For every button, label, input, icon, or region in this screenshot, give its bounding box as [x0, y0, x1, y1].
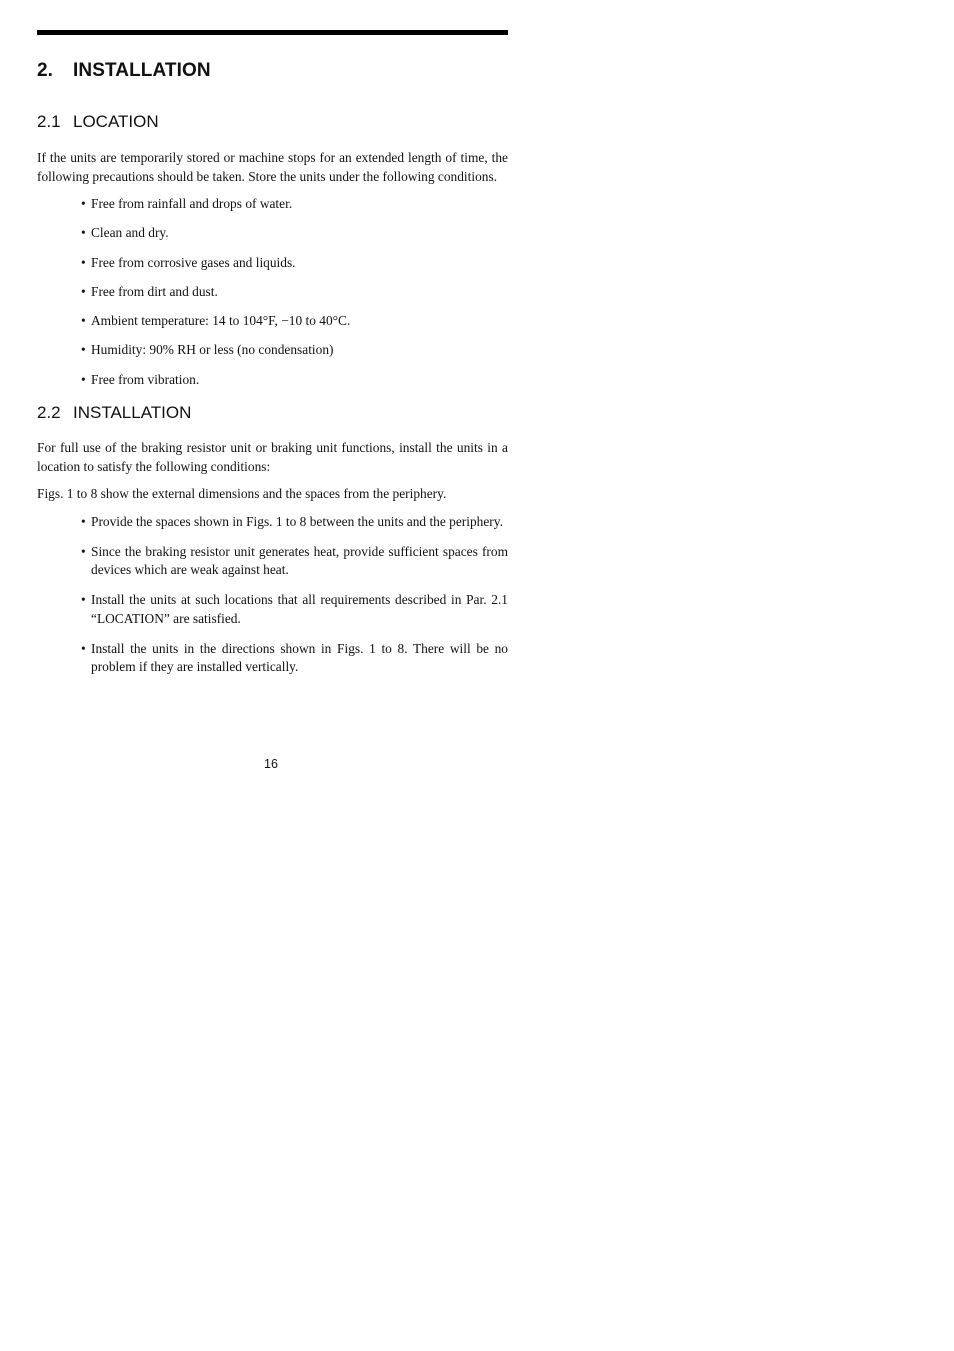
chapter-heading	[37, 60, 508, 82]
bullet-glyph: •	[81, 513, 86, 529]
bullet-glyph: •	[81, 543, 86, 559]
list-item: • Free from dirt and dust.	[37, 283, 508, 302]
chapter-title: INSTALLATION	[73, 60, 211, 81]
list-item: • Since the braking resistor unit generates heat, provide sufficient spaces from devices which are weak against heat.	[81, 543, 508, 578]
bullet-glyph: •	[81, 283, 86, 299]
installation-intro-paragraph: For full use of the braking resistor unit or braking unit functions, install the units in a location to satisfy the following conditions:	[37, 440, 508, 474]
bullet-glyph: •	[81, 196, 86, 211]
section-title: LOCATION	[73, 112, 159, 131]
section-heading-installation	[37, 403, 508, 423]
list-item: • Install the units in the directions shown in Figs. 1 to 8. There will be no problem if they are installed vertically.	[81, 640, 508, 675]
bullet-glyph: •	[81, 342, 86, 358]
list-item: • Clean and dry.	[37, 224, 508, 243]
bullet-glyph: •	[81, 640, 86, 656]
bullet-glyph: •	[81, 225, 86, 241]
list-item: • Provide the spaces shown in Figs. 1 to 8 between the units and the periphery.	[37, 513, 508, 532]
section-number: 2.2	[37, 403, 61, 423]
section-number: 2.1	[37, 112, 61, 131]
list-item: • Free from rainfall and drops of water.	[37, 195, 508, 214]
top-rule	[37, 30, 508, 35]
document-page	[37, 30, 508, 677]
list-item: • Humidity: 90% RH or less (no condensation)	[37, 341, 508, 360]
list-item: • Free from vibration.	[37, 371, 508, 390]
section-heading-location	[37, 112, 508, 132]
bullet-glyph: •	[81, 254, 86, 270]
bullet-glyph: •	[81, 313, 86, 329]
section-title: INSTALLATION	[73, 403, 192, 423]
chapter-number: 2.	[37, 60, 54, 81]
storage-conditions-list	[37, 195, 508, 389]
list-item: • Ambient temperature: 14 to 104°F, −10 to 40°C.	[37, 312, 508, 331]
page-number: 16	[264, 757, 278, 771]
list-item: • Free from corrosive gases and liquids.	[37, 254, 508, 273]
figs-note-paragraph: Figs. 1 to 8 show the external dimensions and the spaces from the periphery.	[37, 486, 447, 502]
bullet-glyph: •	[81, 592, 86, 608]
installation-conditions-list	[37, 513, 508, 677]
list-item: • Install the units at such locations that all requirements described in Par. 2.1 “LOCATION” are satisfied.	[81, 592, 508, 626]
bullet-glyph: •	[81, 371, 86, 387]
location-intro-paragraph: If the units are temporarily stored or machine stops for an extended length of time, the following precautions should be taken. Store the units under the following conditions.	[37, 150, 508, 184]
